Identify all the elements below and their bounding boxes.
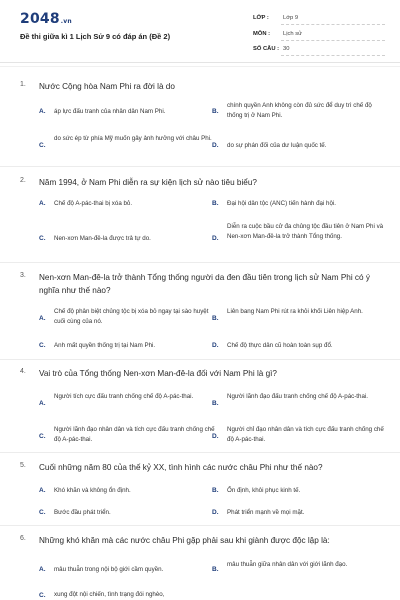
option-letter: A. xyxy=(39,108,46,115)
option-text: Anh mất quyền thống trị tại Nam Phi. xyxy=(54,342,156,349)
header-divider xyxy=(0,62,400,63)
question-number: 3. xyxy=(20,272,26,279)
page-header xyxy=(0,0,400,62)
option-text: Chế độ A-pác-thai bị xóa bỏ. xyxy=(54,200,133,207)
option-letter: C. xyxy=(39,235,46,242)
option-text: Diễn ra cuộc bầu cử đa chủng tộc đầu tiên ở Nam Phi và Nen-xơn Man-đê-la trở thành Tổng thống. xyxy=(227,223,384,240)
option-text: Đại hội dân tộc (ANC) tiến hành đại hội. xyxy=(227,200,337,207)
meta-underline xyxy=(281,40,385,41)
meta-value: 30 xyxy=(283,46,290,52)
question-divider xyxy=(0,452,400,453)
exam-title: Đề thi giữa kì 1 Lịch Sử 9 có đáp án (Đề 2) xyxy=(20,32,171,41)
option-text: Phát triển mạnh về mọi mặt. xyxy=(227,509,305,516)
option-letter: C. xyxy=(39,592,46,599)
meta-value: Lịch sử xyxy=(283,31,303,37)
option-letter: D. xyxy=(212,342,219,349)
option-text: do sự phán đối của dư luận quốc tế. xyxy=(227,142,327,149)
question-number: 1. xyxy=(20,81,26,88)
option-text: Người tích cực đấu tranh chống chế độ A-pác-thai. xyxy=(54,393,194,400)
option-letter: C. xyxy=(39,433,46,440)
header-divider xyxy=(0,66,400,67)
question-number: 5. xyxy=(20,462,26,469)
option-text: chính quyền Anh không còn đủ sức để duy trì chế độ thống trị ở Nam Phi. xyxy=(227,102,372,119)
question-text: Những khó khăn mà các nước châu Phi gặp phải sau khi giành được độc lập là: xyxy=(39,536,330,545)
option-letter: D. xyxy=(212,142,219,149)
question-text: Năm 1994, ở Nam Phi diễn ra sự kiện lịch sử nào tiêu biểu? xyxy=(39,178,257,187)
question-divider xyxy=(0,525,400,526)
option-text: Người lãnh đạo đấu tranh chống chế độ A-pác-thai. xyxy=(227,393,368,400)
option-text: Chế độ phân biệt chủng tộc bị xóa bỏ ngay tại sào huyệt cuối cùng của nó. xyxy=(54,308,209,325)
meta-label: LỚP : xyxy=(253,15,269,21)
option-text: Khó khăn và không ổn định. xyxy=(54,487,131,494)
option-text: do sức ép từ phía Mỹ muốn gây ảnh hưởng với châu Phi. xyxy=(54,135,212,142)
logo-tld: .vn xyxy=(60,18,72,25)
option-letter: D. xyxy=(212,433,219,440)
option-letter: B. xyxy=(212,200,219,207)
question-text: Nước Cộng hòa Nam Phi ra đời là do xyxy=(39,82,175,91)
question-text: Nen-xơn Man-đê-la trở thành Tổng thống người da đen đầu tiên trong lịch sử Nam Phi có ý nghĩa như thế nào? xyxy=(39,273,370,295)
option-text: Nen-xơn Man-đê-la được trả tự do. xyxy=(54,235,151,242)
option-text: Chế độ thực dân cũ hoàn toàn sụp đổ. xyxy=(227,342,333,349)
meta-value: Lớp 9 xyxy=(283,15,299,21)
option-letter: A. xyxy=(39,566,46,573)
meta-label: SỐ CÂU : xyxy=(253,46,280,52)
option-letter: B. xyxy=(212,566,219,573)
question-number: 2. xyxy=(20,177,26,184)
question-text: Vai trò của Tổng thống Nen-xơn Man-đê-la đối với Nam Phi là gì? xyxy=(39,369,277,378)
question-divider xyxy=(0,262,400,263)
meta-underline xyxy=(281,24,385,25)
question-divider xyxy=(0,166,400,167)
question-divider xyxy=(0,359,400,360)
option-letter: B. xyxy=(212,315,219,322)
question-text: Cuối những năm 80 của thế kỷ XX, tình hình các nước châu Phi như thế nào? xyxy=(39,463,323,472)
option-letter: C. xyxy=(39,342,46,349)
option-letter: A. xyxy=(39,487,46,494)
option-letter: A. xyxy=(39,400,46,407)
question-number: 6. xyxy=(20,535,26,542)
meta-label: MÔN : xyxy=(253,31,271,37)
option-letter: D. xyxy=(212,235,219,242)
meta-underline xyxy=(281,55,385,56)
option-letter: B. xyxy=(212,400,219,407)
site-logo[interactable] xyxy=(20,11,72,27)
option-text: mâu thuẫn trong nội bộ giới cầm quyền. xyxy=(54,566,164,573)
option-text: xung đột nội chiến, tình trạng đói nghèo, xyxy=(54,591,165,598)
option-text: áp lực đấu tranh của nhân dân Nam Phi. xyxy=(54,108,166,115)
question-number: 4. xyxy=(20,368,26,375)
option-text: Bước đầu phát triển. xyxy=(54,509,111,516)
option-letter: A. xyxy=(39,200,46,207)
option-letter: C. xyxy=(39,142,46,149)
option-letter: B. xyxy=(212,108,219,115)
option-text: Người lãnh đạo nhân dân và tích cực đấu tranh chống chế độ A-pác-thai. xyxy=(54,426,215,443)
logo-main: 2048 xyxy=(20,11,60,27)
option-letter: D. xyxy=(212,509,219,516)
option-text: mâu thuẫn giữa nhân dân với giới lãnh đạo. xyxy=(227,561,348,568)
option-letter: B. xyxy=(212,487,219,494)
option-text: Ổn định, khôi phục kinh tế. xyxy=(227,487,301,494)
option-letter: C. xyxy=(39,509,46,516)
option-text: Người chỉ đạo nhân dân và tích cực đấu tranh chống chế độ A-pác-thai. xyxy=(227,426,384,443)
option-letter: A. xyxy=(39,315,46,322)
option-text: Liên bang Nam Phi rút ra khỏi khối Liên hiệp Anh. xyxy=(227,308,363,315)
